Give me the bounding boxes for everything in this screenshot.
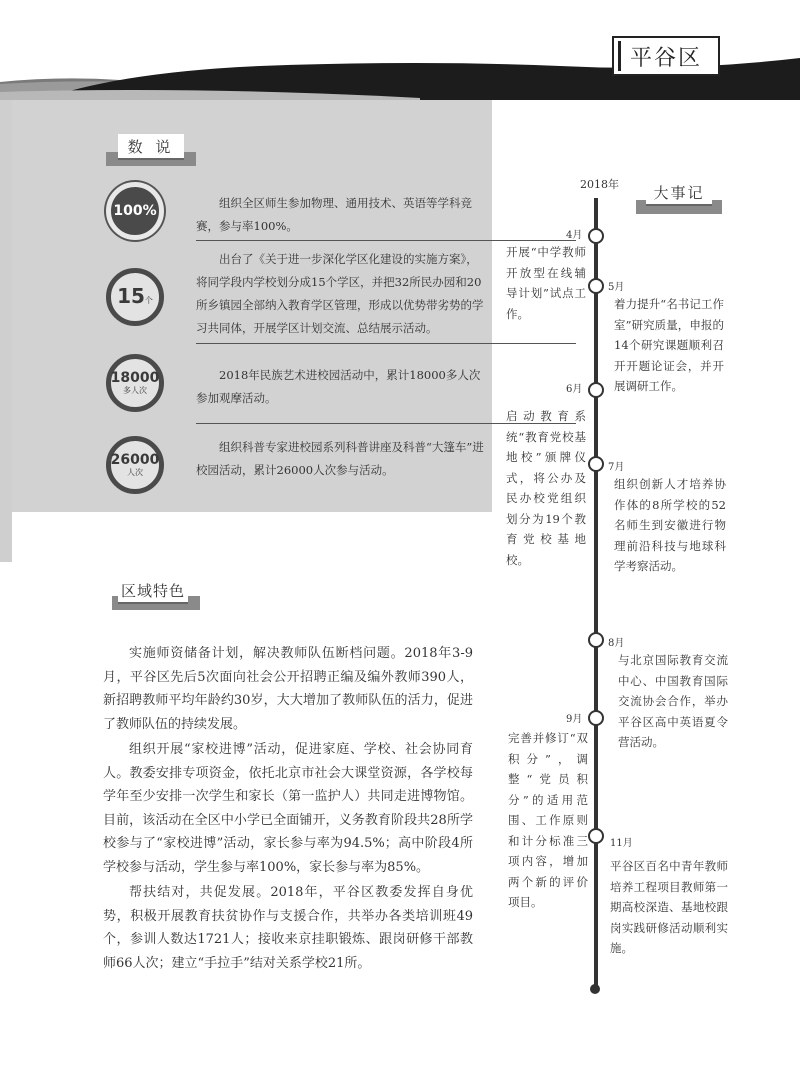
event-month: 7月 [608,462,625,473]
region-feature-text [103,642,473,977]
left-decor-strip [0,100,12,562]
timeline-node [588,828,604,844]
event-month: 4月 [566,230,583,241]
stat-unit: 人次 [127,467,143,477]
timeline-node [588,382,604,398]
event-text: 平谷区百名中青年教师培养工程项目教师第一期高校深造、基地校跟岗实践研修活动顺利实施。 [610,859,728,955]
stat-badge [106,268,164,326]
divider [196,240,576,241]
stat-number: 100% [113,202,157,219]
event-text: 着力提升“名书记工作室”研究质量，申报的14个研究课题顺利召开开题论证会，并开展调研工作。 [614,297,724,393]
stat-description: 出台了《关于进一步深化学区化建设的实施方案》，将同学段内学校划分成15个学区，并把32所民办园和20所乡镇园全部纳入教育学区管理，形成以优势带劣势的学习共同体，开展学区计划交流、总结展示活动。 [196,252,484,335]
timeline-node [588,278,604,294]
event-text: 开展“中学教师开放型在线辅导计划”试点工作。 [506,245,586,321]
event-text: 启动教育系统“教育党校基地校”颁牌仪式，将公办及民办校党组织划分为19个教育党校基地校。 [506,409,586,567]
event-month: 5月 [608,282,625,293]
paragraph: 实施师资储备计划，解决教师队伍断档问题。2018年3-9月，平谷区先后5次面向社会公开招聘正编及编外教师390人，新招聘教师平均年龄约30岁，大大增加了教师队伍的活力，促进了教师队伍的持续发展。 [103,646,473,732]
region-section-title: 区域特色 [118,578,188,604]
stat-row [100,428,490,506]
timeline-end-dot [590,984,600,994]
event-month: 11月 [610,838,633,849]
timeline-node [588,456,604,472]
event-text: 组织创新人才培养协作体的8所学校的52名师生到安徽进行物理前沿科技与地球科学考察活动。 [614,477,726,573]
stat-unit: 个 [144,295,153,305]
stat-number: 15 [117,283,145,308]
stat-badge [106,182,164,240]
event-month: 8月 [608,638,625,649]
district-title: 平谷区 [629,45,702,71]
timeline-node [588,710,604,726]
paragraph: 帮扶结对，共促发展。2018年，平谷区教委发挥自身优势，积极开展教育扶贫协作与支援合作，共举办各类培训班49个，参训人数达1721人；接收来京挂职锻炼、跟岗研修干部教师66人次；建立“手拉手”结对关系学校21所。 [103,885,473,971]
stat-number: 18000 [110,369,160,386]
stat-row [100,346,490,424]
paragraph: 组织开展“家校进博”活动，促进家庭、学校、社会协同育人。教委安排专项资金，依托北京市社会大课堂资源，各学校每学年至少安排一次学生和家长（第一监护人）共同走进博物馆。目前，该活动在全区中小学已全面铺开，义务教育阶段共28所学校参与了“家校进博”活动，家长参与率为94.5%；高中阶段4所学校参与活动，学生参与率100%，家长参与率为85%。 [103,742,473,875]
stat-number: 26000 [110,451,160,468]
stat-description: 2018年民族艺术进校园活动中，累计18000多人次参加观摩活动。 [196,368,481,405]
stat-unit: 多人次 [123,385,147,395]
region-section-tag [112,578,200,610]
data-section-title: 数 说 [118,134,184,160]
data-section-tag [106,134,196,166]
timeline-title-tag [636,180,722,214]
event-month: 9月 [566,714,583,725]
stat-badge [106,354,164,412]
event-text: 与北京国际教育交流中心、中国教育国际交流协会合作，举办平谷区高中英语夏令营活动。 [618,653,728,749]
stat-description: 组织科普专家进校园系列科普讲座及科普“大篷车”进校园活动，累计26000人次参与活动。 [196,440,484,477]
district-title-box [612,36,720,76]
stat-row [100,240,490,340]
stat-description: 组织全区师生参加物理、通用技术、英语等学科竞赛，参与率100%。 [196,196,472,233]
event-text: 完善并修订“双积分”，调整“党员积分”的适用范围、工作原则和计分标准三项内容，增加两个新的评价项目。 [508,731,588,909]
divider [196,343,576,344]
timeline-node [588,228,604,244]
stat-badge [106,436,164,494]
timeline-node [588,632,604,648]
timeline-axis [594,198,598,988]
event-month: 6月 [566,384,583,395]
timeline-year: 2018年 [580,178,619,191]
timeline-title: 大事记 [646,180,712,206]
